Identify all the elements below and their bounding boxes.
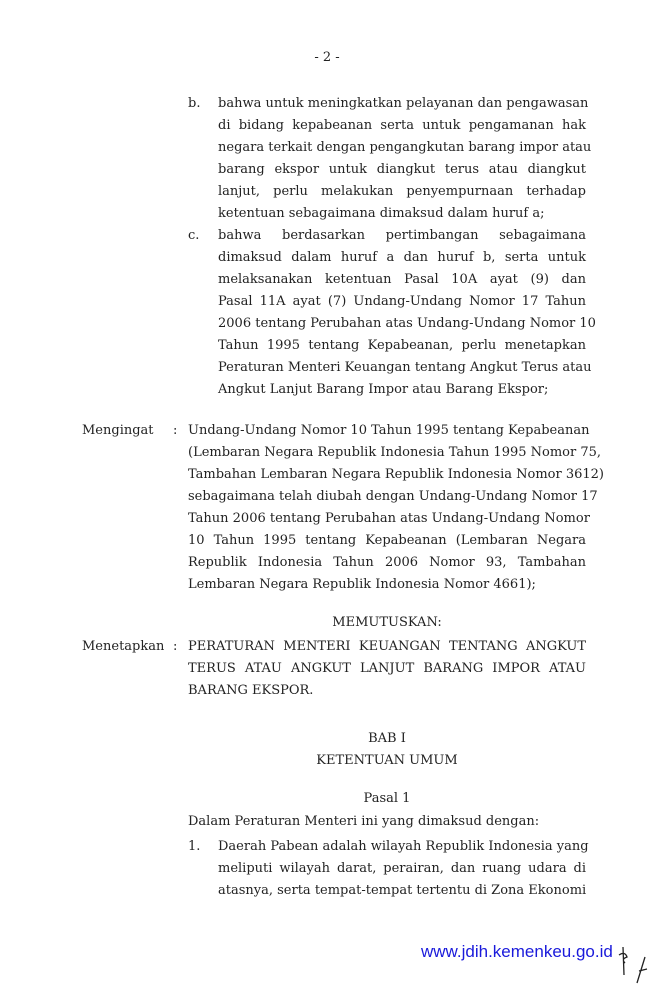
text-line: Tahun 1995 tentang Kepabeanan, perlu menetapkan [218,338,586,353]
text-line: Undang-Undang Nomor 10 Tahun 1995 tentang Kepabeanan [188,423,590,438]
item-marker: 1. [188,839,201,854]
text-line: Republik Indonesia Tahun 2006 Nomor 93, Tambahan [188,555,586,570]
colon: : [173,639,178,654]
text-line: barang ekspor untuk diangkut terus atau diangkut [218,162,586,177]
chapter-number: BAB I [368,731,406,746]
section-label: Mengingat [82,423,154,438]
text-line: Peraturan Menteri Keuangan tentang Angkut Terus atau [218,360,592,375]
text-line: Tambahan Lembaran Negara Republik Indonesia Nomor 3612) [188,467,604,482]
text-line: bahwa untuk meningkatkan pelayanan dan pengawasan [218,96,589,111]
text-line: Pasal 11A ayat (7) Undang-Undang Nomor 17 Tahun [218,294,586,309]
menetapkan-text [188,636,586,702]
item-marker: b. [188,96,201,111]
consideration-text [218,225,596,401]
text-line: di bidang kepabeanan serta untuk pengamanan hak [218,118,586,133]
definition-text [218,836,589,902]
section-label: Menetapkan [82,639,165,654]
colon: : [173,423,178,438]
text-line: negara terkait dengan pengangkutan barang impor atau [218,140,592,155]
item-marker: c. [188,228,200,243]
text-line: ketentuan sebagaimana dimaksud dalam huruf a; [218,206,545,221]
text-line: lanjut, perlu melakukan penyempurnaan terhadap [218,184,586,199]
text-line: melaksanakan ketentuan Pasal 10A ayat (9) dan [218,272,586,287]
text-line: sebagaimana telah diubah dengan Undang-Undang Nomor 17 [188,489,598,504]
text-line: Tahun 2006 tentang Perubahan atas Undang-Undang Nomor [188,511,590,526]
text-line: bahwa berdasarkan pertimbangan sebagaimana [218,228,586,243]
mengingat-text [188,420,604,596]
text-line: Lembaran Negara Republik Indonesia Nomor 4661); [188,577,536,592]
text-line: BARANG EKSPOR. [188,683,314,698]
text-line: dimaksud dalam huruf a dan huruf b, serta untuk [218,250,586,265]
paraf-signature-icon [615,945,654,985]
text-line: Daerah Pabean adalah wilayah Republik Indonesia yang [218,839,589,854]
text-line: (Lembaran Negara Republik Indonesia Tahun 1995 Nomor 75, [188,445,602,460]
text-line: atasnya, serta tempat-tempat tertentu di Zona Ekonomi [218,883,587,898]
text-line: Angkut Lanjut Barang Impor atau Barang Ekspor; [218,382,549,397]
text-line: meliputi wilayah darat, perairan, dan ruang udara di [218,861,586,876]
jdih-link[interactable]: www.jdih.kemenkeu.go.id [421,942,613,961]
consideration-text [218,93,592,225]
article-title: Pasal 1 [363,791,411,806]
text-line: TERUS ATAU ANGKUT LANJUT BARANG IMPOR ATAU [188,661,586,676]
page-number: - 2 - [314,50,340,65]
text-line: 2006 tentang Perubahan atas Undang-Undang Nomor 10 [218,316,596,331]
memutuskan-heading: MEMUTUSKAN: [332,615,442,630]
chapter-title: KETENTUAN UMUM [316,753,458,768]
text-line: PERATURAN MENTERI KEUANGAN TENTANG ANGKUT [188,639,586,654]
article-intro: Dalam Peraturan Menteri ini yang dimaksud dengan: [188,814,540,829]
text-line: 10 Tahun 1995 tentang Kepabeanan (Lembaran Negara [188,533,586,548]
